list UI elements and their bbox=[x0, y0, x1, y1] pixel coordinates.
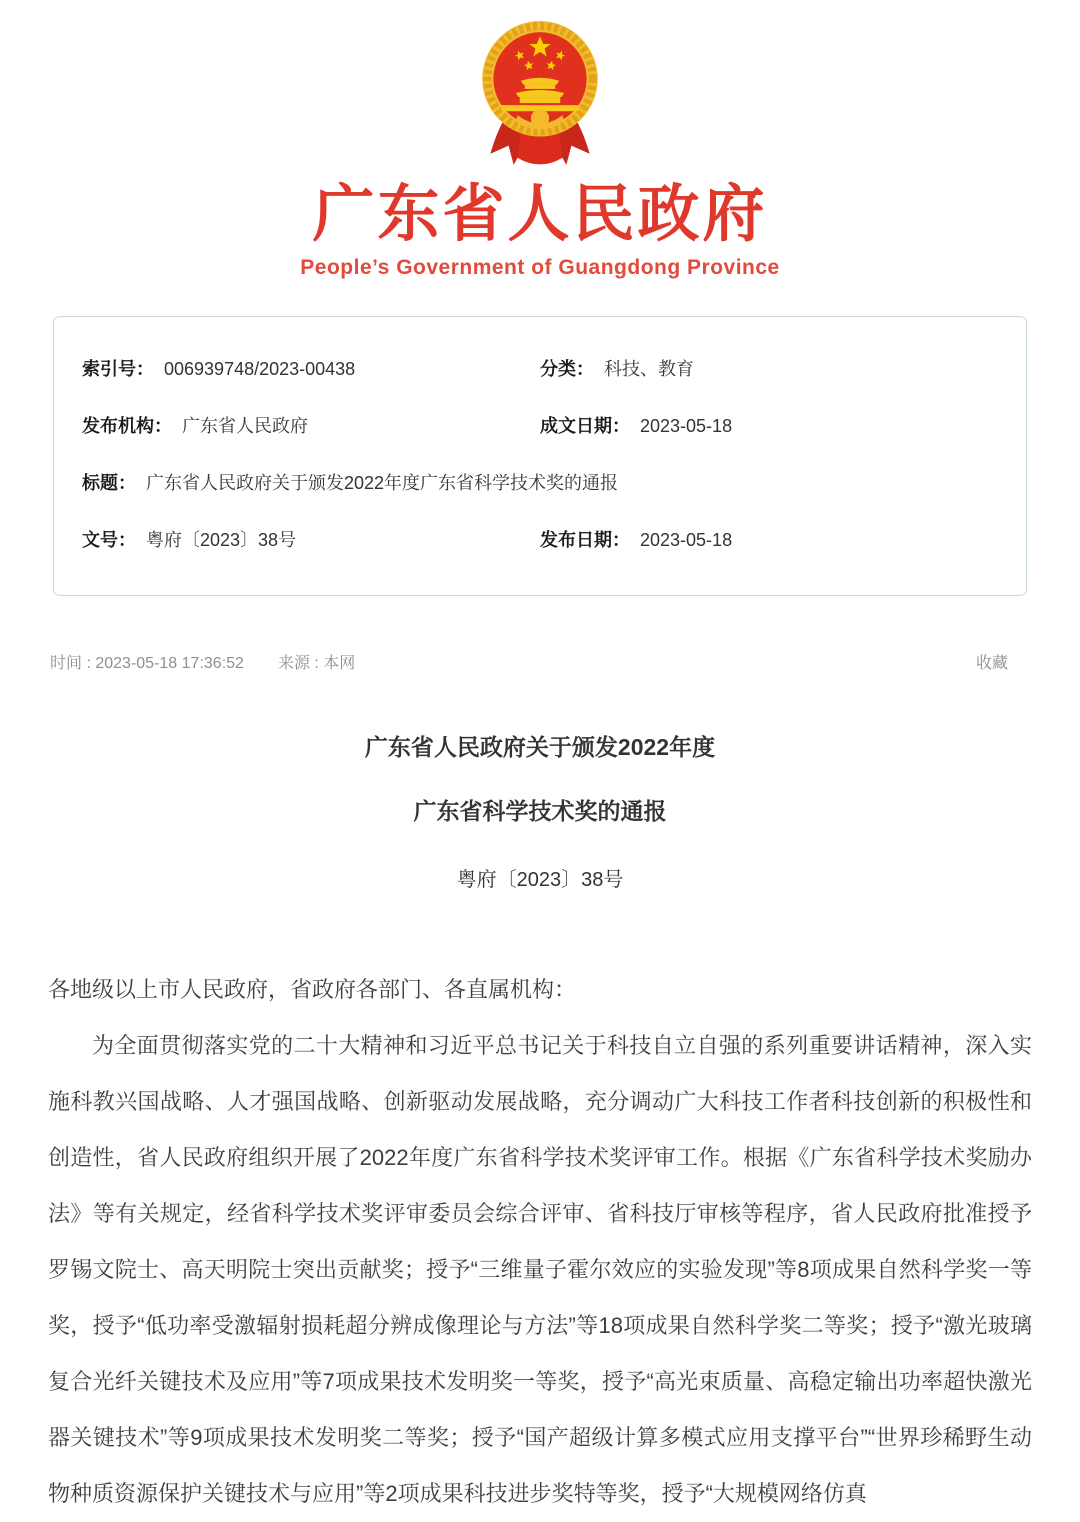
source bbox=[278, 650, 355, 673]
meta-index bbox=[82, 341, 540, 398]
doc-no-value: 粤府〔2023〕38号 bbox=[146, 530, 297, 551]
document-meta-card bbox=[53, 316, 1027, 596]
article-body bbox=[48, 962, 1032, 1522]
meta-publish-date bbox=[540, 512, 998, 569]
article bbox=[0, 733, 1080, 1522]
time-value: 2023-05-18 17:36:52 bbox=[95, 655, 244, 673]
site-header bbox=[0, 0, 1080, 280]
source-value: 本网 bbox=[323, 655, 356, 673]
meta-agency bbox=[82, 398, 540, 455]
meta-row-2 bbox=[82, 398, 998, 455]
title-label: 标题： bbox=[82, 473, 136, 494]
meta-written-date bbox=[540, 398, 998, 455]
publish-date-label: 发布日期： bbox=[540, 530, 630, 551]
publish-time bbox=[50, 650, 244, 673]
body-paragraph-1: 为全面贯彻落实党的二十大精神和习近平总书记关于科技自立自强的系列重要讲话精神，深入实施科教兴国战略、人才强国战略、创新驱动发展战略，充分调动广大科技工作者科技创新的积极性和创造性，省人民政府组织开展了2022年度广东省科学技术奖评审工作。根据《广东省科学技术奖励办法》等有关规定，经省科学技术奖评审委员会综合评审、省科技厅审核等程序，省人民政府批准授予罗锡文院士、高天明院士突出贡献奖；授予“三维量子霍尔效应的实验发现”等8项成果自然科学奖一等奖，授予“低功率受激辐射损耗超分辨成像理论与方法”等18项成果自然科学奖二等奖；授予“激光玻璃复合光纤关键技术及应用”等7项成果技术发明奖一等奖，授予“高光束质量、高稳定输出功率超快激光器关键技术”等9项成果技术发明奖二等奖；授予“国产超级计算多模式应用支撑平台”“世界珍稀野生动物种质资源保护关键技术与应用”等2项成果科技进步奖特等奖，授予“大规模网络仿真 bbox=[48, 1032, 1032, 1506]
org-name-cn: 广东省人民政府 bbox=[312, 180, 768, 249]
publish-date-value: 2023-05-18 bbox=[640, 530, 733, 551]
favorite-button[interactable]: 收藏 bbox=[975, 655, 1008, 673]
national-emblem-icon bbox=[478, 18, 602, 170]
meta-title bbox=[82, 455, 998, 512]
salutation: 各地级以上市人民政府，省政府各部门、各直属机构： bbox=[48, 976, 577, 1002]
agency-label: 发布机构： bbox=[82, 416, 172, 437]
meta-doc-no bbox=[82, 512, 540, 569]
article-title-line2: 广东省科学技术奖的通报 bbox=[413, 798, 667, 825]
meta-row-3 bbox=[82, 455, 998, 512]
source-label: 来源 : bbox=[277, 655, 319, 673]
time-label: 时间 : bbox=[50, 655, 91, 673]
meta-category bbox=[540, 341, 998, 398]
category-value: 科技、教育 bbox=[604, 359, 694, 380]
agency-value: 广东省人民政府 bbox=[182, 416, 308, 437]
status-bar bbox=[0, 650, 1080, 673]
written-date-label: 成文日期： bbox=[540, 416, 630, 437]
index-label: 索引号： bbox=[82, 359, 154, 380]
article-doc-number: 粤府〔2023〕38号 bbox=[456, 868, 624, 891]
article-title-line1: 广东省人民政府关于颁发2022年度 bbox=[364, 734, 716, 761]
index-value: 006939748/2023-00438 bbox=[164, 359, 356, 380]
doc-no-label: 文号： bbox=[82, 530, 136, 551]
org-name-en: People’s Government of Guangdong Province bbox=[300, 256, 780, 280]
category-label: 分类： bbox=[540, 359, 594, 380]
meta-row-4 bbox=[82, 512, 998, 569]
title-value: 广东省人民政府关于颁发2022年度广东省科学技术奖的通报 bbox=[146, 473, 619, 494]
meta-row-1 bbox=[82, 341, 998, 398]
written-date-value: 2023-05-18 bbox=[640, 416, 733, 437]
